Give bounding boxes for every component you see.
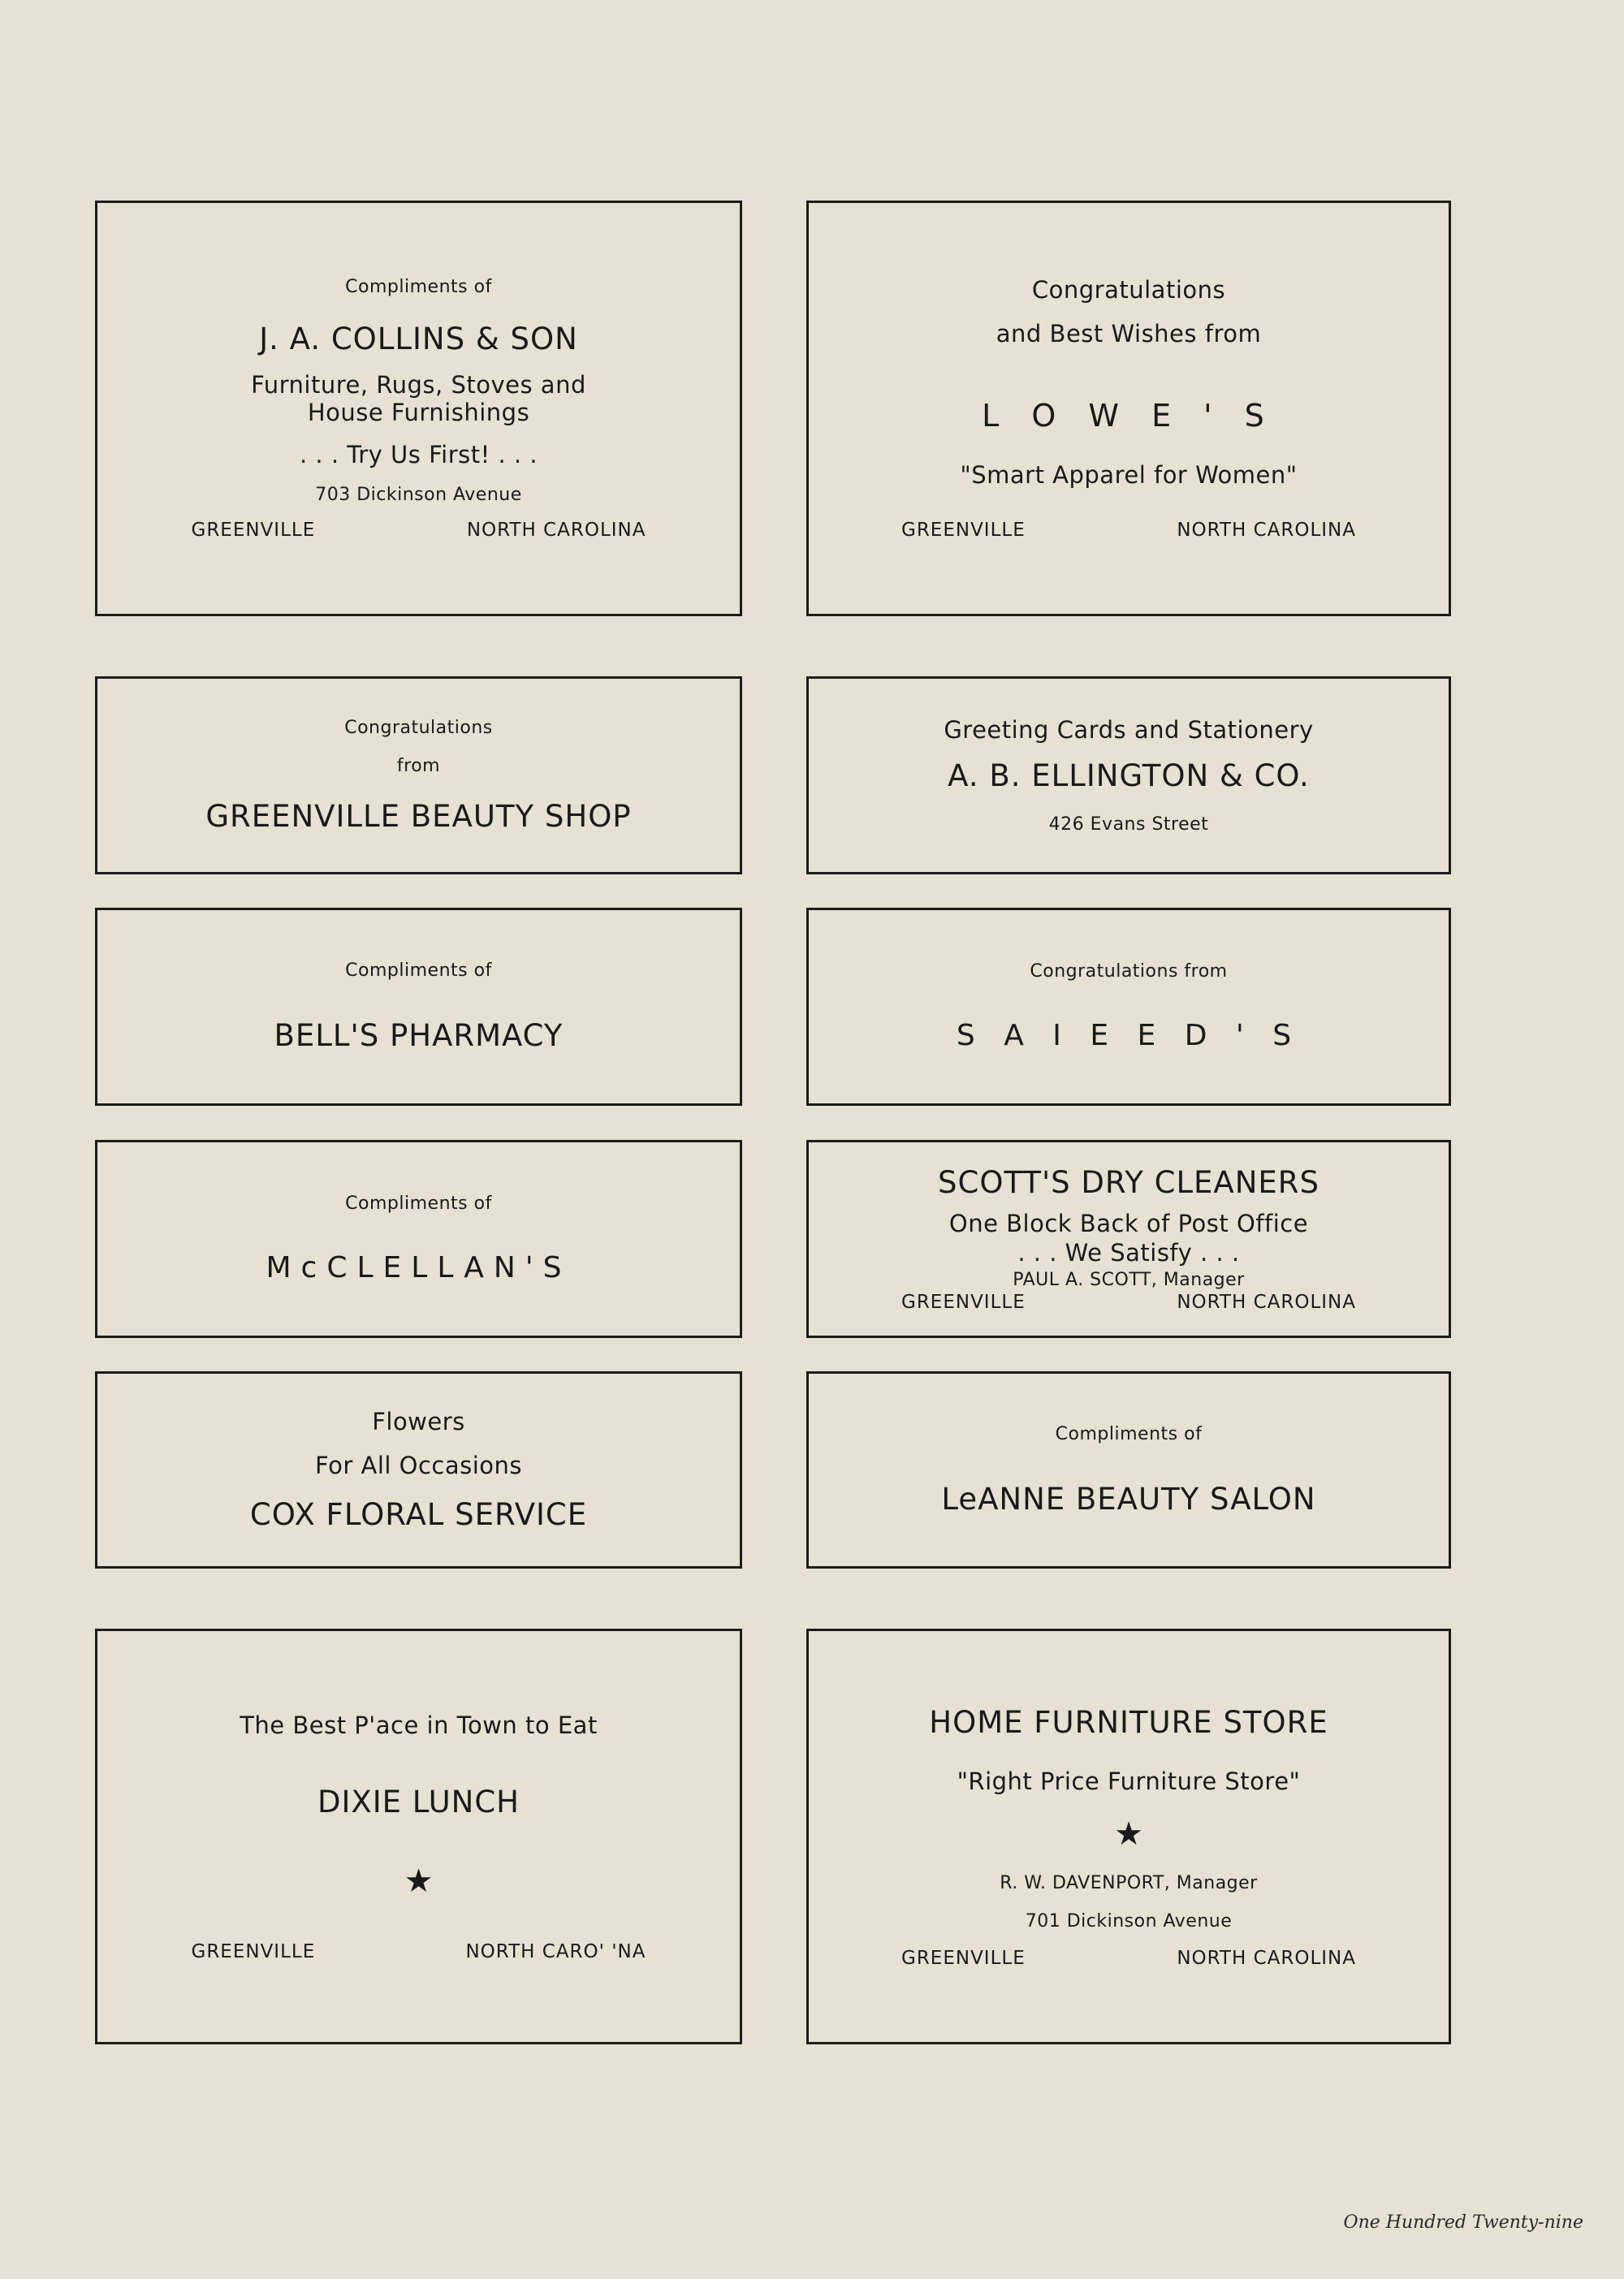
page-folio: One Hundred Twenty-nine bbox=[1343, 2212, 1583, 2233]
ad-slogan: "Smart Apparel for Women" bbox=[960, 461, 1298, 489]
ad-leanne-beauty-salon bbox=[806, 1371, 1451, 1569]
ad-scotts-dry-cleaners bbox=[806, 1140, 1451, 1338]
business-name: LeANNE BEAUTY SALON bbox=[941, 1481, 1316, 1517]
business-name: J. A. COLLINS & SON bbox=[259, 321, 578, 356]
business-name: HOME FURNITURE STORE bbox=[929, 1704, 1328, 1740]
state: NORTH CAROLINA bbox=[1177, 1947, 1356, 1969]
ad-intro: For All Occasions bbox=[314, 1452, 523, 1479]
ad-description: House Furnishings bbox=[307, 398, 530, 426]
ad-intro: Congratulations from bbox=[1030, 961, 1228, 982]
business-name: COX FLORAL SERVICE bbox=[249, 1497, 588, 1532]
ad-address: 703 Dickinson Avenue bbox=[315, 484, 522, 505]
star-icon: ★ bbox=[404, 1862, 434, 1900]
ad-bells-pharmacy bbox=[95, 908, 742, 1106]
ad-location bbox=[901, 1292, 1356, 1313]
ad-intro: Compliments of bbox=[345, 1193, 492, 1214]
city: GREENVILLE bbox=[901, 1292, 1026, 1313]
ad-intro: Flowers bbox=[372, 1408, 465, 1435]
ad-intro: Compliments of bbox=[345, 960, 492, 981]
ad-description: One Block Back of Post Office bbox=[948, 1210, 1309, 1237]
business-name: SCOTT'S DRY CLEANERS bbox=[938, 1165, 1320, 1200]
ad-intro: Greeting Cards and Stationery bbox=[944, 716, 1314, 744]
ad-lowes bbox=[806, 201, 1451, 616]
ad-cox-floral bbox=[95, 1371, 742, 1569]
ad-address: 701 Dickinson Avenue bbox=[1025, 1910, 1233, 1932]
state: NORTH CAROLINA bbox=[1177, 520, 1356, 541]
ad-dixie-lunch bbox=[95, 1629, 742, 2044]
business-name: BELL'S PHARMACY bbox=[274, 1018, 564, 1053]
ad-greenville-beauty-shop bbox=[95, 676, 742, 874]
ad-location bbox=[192, 520, 646, 541]
ad-location bbox=[901, 520, 1356, 541]
ad-intro: Compliments of bbox=[1055, 1423, 1203, 1444]
ad-mcclellans bbox=[95, 1140, 742, 1338]
ad-address: 426 Evans Street bbox=[1048, 814, 1209, 835]
ad-slogan: "Right Price Furniture Store" bbox=[957, 1767, 1301, 1795]
ad-intro: Congratulations bbox=[1031, 276, 1226, 304]
state: NORTH CAROLINA bbox=[466, 519, 646, 541]
ad-description: Furniture, Rugs, Stoves and bbox=[251, 370, 586, 399]
business-name: GREENVILLE BEAUTY SHOP bbox=[205, 798, 632, 834]
ad-location bbox=[901, 1948, 1356, 1969]
city: GREENVILLE bbox=[901, 520, 1026, 541]
ad-slogan: . . . Try Us First! . . . bbox=[299, 440, 538, 468]
business-name: McCLELLAN'S bbox=[266, 1251, 572, 1284]
ad-saieeds bbox=[806, 908, 1451, 1106]
ad-intro: and Best Wishes from bbox=[996, 320, 1262, 347]
ad-intro: The Best P'ace in Town to Eat bbox=[240, 1711, 598, 1739]
city: GREENVILLE bbox=[901, 1947, 1026, 1969]
business-name: S A I E E D ' S bbox=[956, 1019, 1302, 1052]
ad-ellington bbox=[806, 676, 1451, 874]
ad-intro: from bbox=[396, 755, 441, 776]
state: NORTH CARO' 'NA bbox=[465, 1940, 646, 1962]
ad-home-furniture bbox=[806, 1629, 1451, 2044]
star-icon: ★ bbox=[1114, 1815, 1143, 1853]
ad-intro: Congratulations bbox=[344, 717, 493, 738]
city: GREENVILLE bbox=[191, 519, 316, 541]
business-name: DIXIE LUNCH bbox=[317, 1784, 520, 1819]
ad-slogan: . . . We Satisfy . . . bbox=[1017, 1239, 1240, 1267]
ad-collins bbox=[95, 201, 742, 616]
business-name: A. B. ELLINGTON & CO. bbox=[948, 758, 1310, 793]
ad-manager: R. W. DAVENPORT, Manager bbox=[1000, 1872, 1258, 1893]
city: GREENVILLE bbox=[191, 1940, 316, 1962]
ad-intro: Compliments of bbox=[345, 276, 492, 297]
business-name: L O W E ' S bbox=[982, 398, 1276, 434]
ad-manager: PAUL A. SCOTT, Manager bbox=[1013, 1270, 1245, 1290]
ad-location bbox=[192, 1941, 646, 1962]
state: NORTH CAROLINA bbox=[1177, 1292, 1356, 1313]
